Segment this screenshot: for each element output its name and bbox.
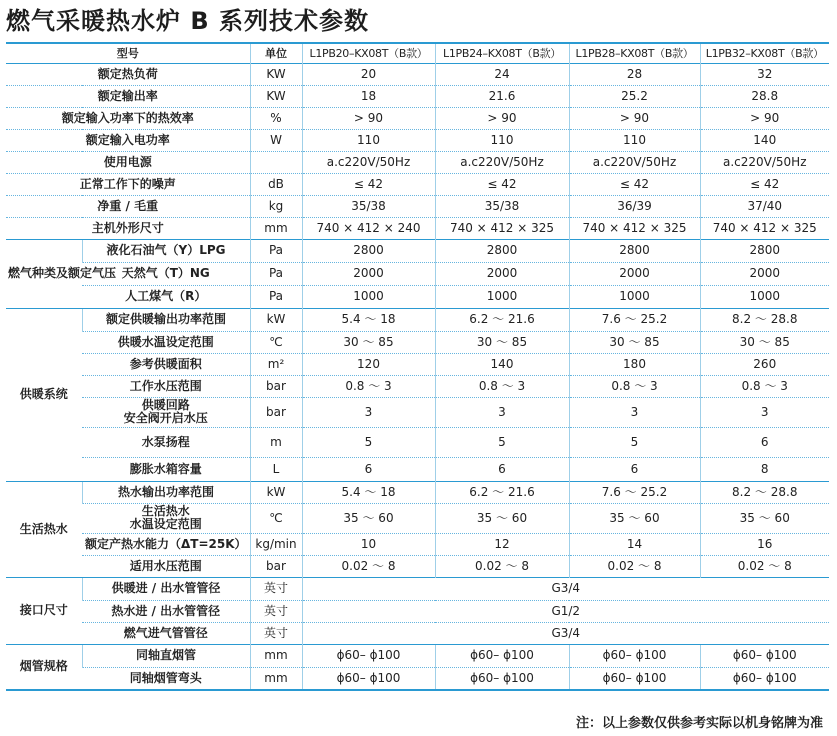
cell-value: 35 ～ 60 — [700, 503, 829, 533]
row-label: 水泵扬程 — [82, 427, 250, 457]
row-unit: bar — [250, 397, 302, 427]
cell-value: ϕ60– ϕ100 — [569, 644, 700, 667]
cell-value: 2800 — [302, 239, 435, 262]
group-label-flue: 烟管规格 — [6, 644, 82, 690]
cell-value: 3 — [302, 397, 435, 427]
table-row — [6, 667, 829, 690]
table-row — [6, 600, 829, 622]
row-label: 燃气进气管管径 — [82, 622, 250, 644]
row-label: 额定产热水能力（ΔT=25K） — [82, 533, 250, 555]
cell-value: a.c220V/50Hz — [700, 151, 829, 173]
cell-value: ϕ60– ϕ100 — [435, 667, 569, 690]
cell-value: 3 — [435, 397, 569, 427]
cell-value: ϕ60– ϕ100 — [700, 667, 829, 690]
table-row — [6, 195, 829, 217]
row-label — [82, 397, 250, 427]
table-row — [6, 533, 829, 555]
cell-value: 30 ～ 85 — [700, 331, 829, 353]
cell-value: G3/4 — [302, 622, 829, 644]
cell-value: 2800 — [435, 239, 569, 262]
cell-value: 110 — [435, 129, 569, 151]
cell-value: 2800 — [700, 239, 829, 262]
row-label-line-2: 水温设定范围 — [129, 517, 202, 531]
row-label: 膨胀水箱容量 — [82, 457, 250, 481]
table-row — [6, 239, 829, 262]
row-label: 适用水压范围 — [82, 555, 250, 577]
cell-value: 3 — [569, 397, 700, 427]
cell-value: ≤ 42 — [569, 173, 700, 195]
row-label: 工作水压范围 — [82, 375, 250, 397]
cell-value: a.c220V/50Hz — [302, 151, 435, 173]
cell-value: 5 — [435, 427, 569, 457]
cell-value: 0.02 ～ 8 — [569, 555, 700, 577]
cell-value: ϕ60– ϕ100 — [302, 644, 435, 667]
cell-value: ϕ60– ϕ100 — [435, 644, 569, 667]
cell-value: 21.6 — [435, 85, 569, 107]
row-unit: bar — [250, 375, 302, 397]
cell-value: 6 — [569, 457, 700, 481]
cell-value: > 90 — [700, 107, 829, 129]
table-row — [6, 622, 829, 644]
cell-value: 0.02 ～ 8 — [435, 555, 569, 577]
cell-value: 0.8 ～ 3 — [302, 375, 435, 397]
cell-value: 0.02 ～ 8 — [302, 555, 435, 577]
table-row — [6, 397, 829, 427]
row-unit: ℃ — [250, 503, 302, 533]
row-unit: m — [250, 427, 302, 457]
row-unit: dB — [250, 173, 302, 195]
cell-value: 180 — [569, 353, 700, 375]
header-model-4: L1PB32–KX08T（B款） — [700, 43, 829, 63]
cell-value: 740 × 412 × 240 — [302, 217, 435, 239]
table-row — [6, 151, 829, 173]
cell-value: 140 — [700, 129, 829, 151]
cell-value: 28 — [569, 63, 700, 85]
table-row — [6, 644, 829, 667]
table-row — [6, 577, 829, 600]
row-label: 液化石油气（Y）LPG — [82, 239, 250, 262]
table-row — [6, 85, 829, 107]
cell-value: ≤ 42 — [435, 173, 569, 195]
cell-value: 20 — [302, 63, 435, 85]
row-unit: % — [250, 107, 302, 129]
row-unit: Pa — [250, 262, 302, 285]
row-unit: mm — [250, 644, 302, 667]
table-row — [6, 217, 829, 239]
table-row — [6, 129, 829, 151]
row-label: 使用电源 — [6, 151, 250, 173]
table-row — [6, 503, 829, 533]
row-unit: mm — [250, 667, 302, 690]
row-label: 供暖水温设定范围 — [82, 331, 250, 353]
cell-value: ϕ60– ϕ100 — [569, 667, 700, 690]
row-label-line-1: 供暖回路 — [141, 398, 190, 412]
header-model-2: L1PB24–KX08T（B款） — [435, 43, 569, 63]
table-row — [6, 555, 829, 577]
cell-value: ϕ60– ϕ100 — [700, 644, 829, 667]
cell-value: 7.6 ～ 25.2 — [569, 308, 700, 331]
table-row — [6, 481, 829, 503]
cell-value: 6.2 ～ 21.6 — [435, 308, 569, 331]
row-unit: 英寸 — [250, 577, 302, 600]
table-row — [6, 285, 829, 308]
group-label-gas: 燃气种类及额定气压 — [6, 239, 82, 308]
cell-value: 8.2 ～ 28.8 — [700, 481, 829, 503]
cell-value: 30 ～ 85 — [302, 331, 435, 353]
group-label-connections: 接口尺寸 — [6, 577, 82, 644]
cell-value: 25.2 — [569, 85, 700, 107]
cell-value: 5.4 ～ 18 — [302, 481, 435, 503]
cell-value: 30 ～ 85 — [569, 331, 700, 353]
cell-value: 740 × 412 × 325 — [569, 217, 700, 239]
row-label: 额定输入功率下的热效率 — [6, 107, 250, 129]
cell-value: 35 ～ 60 — [435, 503, 569, 533]
cell-value: 1000 — [700, 285, 829, 308]
row-label: 同轴烟管弯头 — [82, 667, 250, 690]
cell-value: 7.6 ～ 25.2 — [569, 481, 700, 503]
row-unit: L — [250, 457, 302, 481]
cell-value: 5 — [302, 427, 435, 457]
cell-value: ϕ60– ϕ100 — [302, 667, 435, 690]
page-title: 燃气采暖热水炉 B 系列技术参数 — [6, 7, 370, 35]
cell-value: 5.4 ～ 18 — [302, 308, 435, 331]
row-unit: mm — [250, 217, 302, 239]
cell-value: 2000 — [435, 262, 569, 285]
row-label: 热水输出功率范围 — [82, 481, 250, 503]
row-unit: Pa — [250, 285, 302, 308]
header-unit-label: 单位 — [250, 43, 302, 63]
cell-value: 30 ～ 85 — [435, 331, 569, 353]
cell-value: 120 — [302, 353, 435, 375]
table-row — [6, 308, 829, 331]
row-unit: 英寸 — [250, 600, 302, 622]
cell-value: 35/38 — [435, 195, 569, 217]
row-label: 额定热负荷 — [6, 63, 250, 85]
cell-value: 110 — [302, 129, 435, 151]
header-model-1: L1PB20–KX08T（B款） — [302, 43, 435, 63]
row-label-line-1: 生活热水 — [141, 504, 190, 518]
cell-value: 1000 — [435, 285, 569, 308]
header-model-label: 型号 — [116, 46, 139, 60]
row-label-line-2: 安全阀开启水压 — [123, 411, 208, 425]
cell-value: 6 — [302, 457, 435, 481]
cell-value: 10 — [302, 533, 435, 555]
table-row — [6, 262, 829, 285]
table-row — [6, 375, 829, 397]
row-unit: kg/min — [250, 533, 302, 555]
row-label — [82, 503, 250, 533]
cell-value: 3 — [700, 397, 829, 427]
row-label: 供暖进 / 出水管管径 — [82, 577, 250, 600]
row-unit: KW — [250, 63, 302, 85]
row-unit: KW — [250, 85, 302, 107]
row-label: 天然气（T）NG — [82, 262, 250, 285]
table-row — [6, 353, 829, 375]
cell-value: 16 — [700, 533, 829, 555]
cell-value: 35/38 — [302, 195, 435, 217]
header-model-3: L1PB28–KX08T（B款） — [569, 43, 700, 63]
row-unit: kW — [250, 308, 302, 331]
cell-value: 0.02 ～ 8 — [700, 555, 829, 577]
cell-value: 35 ～ 60 — [302, 503, 435, 533]
cell-value: 14 — [569, 533, 700, 555]
cell-value: 28.8 — [700, 85, 829, 107]
cell-value: > 90 — [302, 107, 435, 129]
row-unit: m² — [250, 353, 302, 375]
cell-value: 0.8 ～ 3 — [700, 375, 829, 397]
cell-value: 2000 — [302, 262, 435, 285]
cell-value: ≤ 42 — [302, 173, 435, 195]
cell-value: ≤ 42 — [700, 173, 829, 195]
cell-value: > 90 — [435, 107, 569, 129]
cell-value: 2000 — [569, 262, 700, 285]
table-row — [6, 331, 829, 353]
cell-value: 740 × 412 × 325 — [700, 217, 829, 239]
cell-value: 140 — [435, 353, 569, 375]
row-label: 额定供暖输出功率范围 — [82, 308, 250, 331]
cell-value: 24 — [435, 63, 569, 85]
row-unit: Pa — [250, 239, 302, 262]
cell-value: 0.8 ～ 3 — [569, 375, 700, 397]
row-unit — [250, 151, 302, 173]
row-label: 净重 / 毛重 — [6, 195, 250, 217]
cell-value: 6 — [700, 427, 829, 457]
cell-value: 260 — [700, 353, 829, 375]
cell-value: 12 — [435, 533, 569, 555]
table-row — [6, 173, 829, 195]
cell-value: 37/40 — [700, 195, 829, 217]
cell-value: 8 — [700, 457, 829, 481]
cell-value: a.c220V/50Hz — [435, 151, 569, 173]
table-row — [6, 107, 829, 129]
row-unit: ℃ — [250, 331, 302, 353]
cell-value: 110 — [569, 129, 700, 151]
table-row — [6, 457, 829, 481]
cell-value: G1/2 — [302, 600, 829, 622]
group-label-heating: 供暖系统 — [6, 308, 82, 481]
cell-value: a.c220V/50Hz — [569, 151, 700, 173]
table-row — [6, 63, 829, 85]
group-label-hot-water: 生活热水 — [6, 481, 82, 577]
row-label: 额定输入电功率 — [6, 129, 250, 151]
row-label: 参考供暖面积 — [82, 353, 250, 375]
cell-value: 6 — [435, 457, 569, 481]
header-row — [6, 43, 829, 63]
row-unit: bar — [250, 555, 302, 577]
cell-value: 2800 — [569, 239, 700, 262]
cell-value: G3/4 — [302, 577, 829, 600]
cell-value: 1000 — [302, 285, 435, 308]
cell-value: 2000 — [700, 262, 829, 285]
row-label: 同轴直烟管 — [82, 644, 250, 667]
cell-value: 32 — [700, 63, 829, 85]
cell-value: 0.8 ～ 3 — [435, 375, 569, 397]
row-label: 正常工作下的噪声 — [6, 173, 250, 195]
row-label: 人工煤气（R） — [82, 285, 250, 308]
row-unit: W — [250, 129, 302, 151]
cell-value: > 90 — [569, 107, 700, 129]
row-label: 热水进 / 出水管管径 — [82, 600, 250, 622]
cell-value: 35 ～ 60 — [569, 503, 700, 533]
cell-value: 6.2 ～ 21.6 — [435, 481, 569, 503]
spec-table — [6, 42, 829, 691]
cell-value: 5 — [569, 427, 700, 457]
row-unit: kW — [250, 481, 302, 503]
cell-value: 18 — [302, 85, 435, 107]
footnote: 注：以上参数仅供参考实际以机身铭牌为准 — [575, 716, 823, 731]
row-label: 主机外形尺寸 — [6, 217, 250, 239]
table-row — [6, 427, 829, 457]
cell-value: 36/39 — [569, 195, 700, 217]
row-unit: 英寸 — [250, 622, 302, 644]
cell-value: 740 × 412 × 325 — [435, 217, 569, 239]
row-unit: kg — [250, 195, 302, 217]
row-label: 额定输出率 — [6, 85, 250, 107]
cell-value: 1000 — [569, 285, 700, 308]
cell-value: 8.2 ～ 28.8 — [700, 308, 829, 331]
